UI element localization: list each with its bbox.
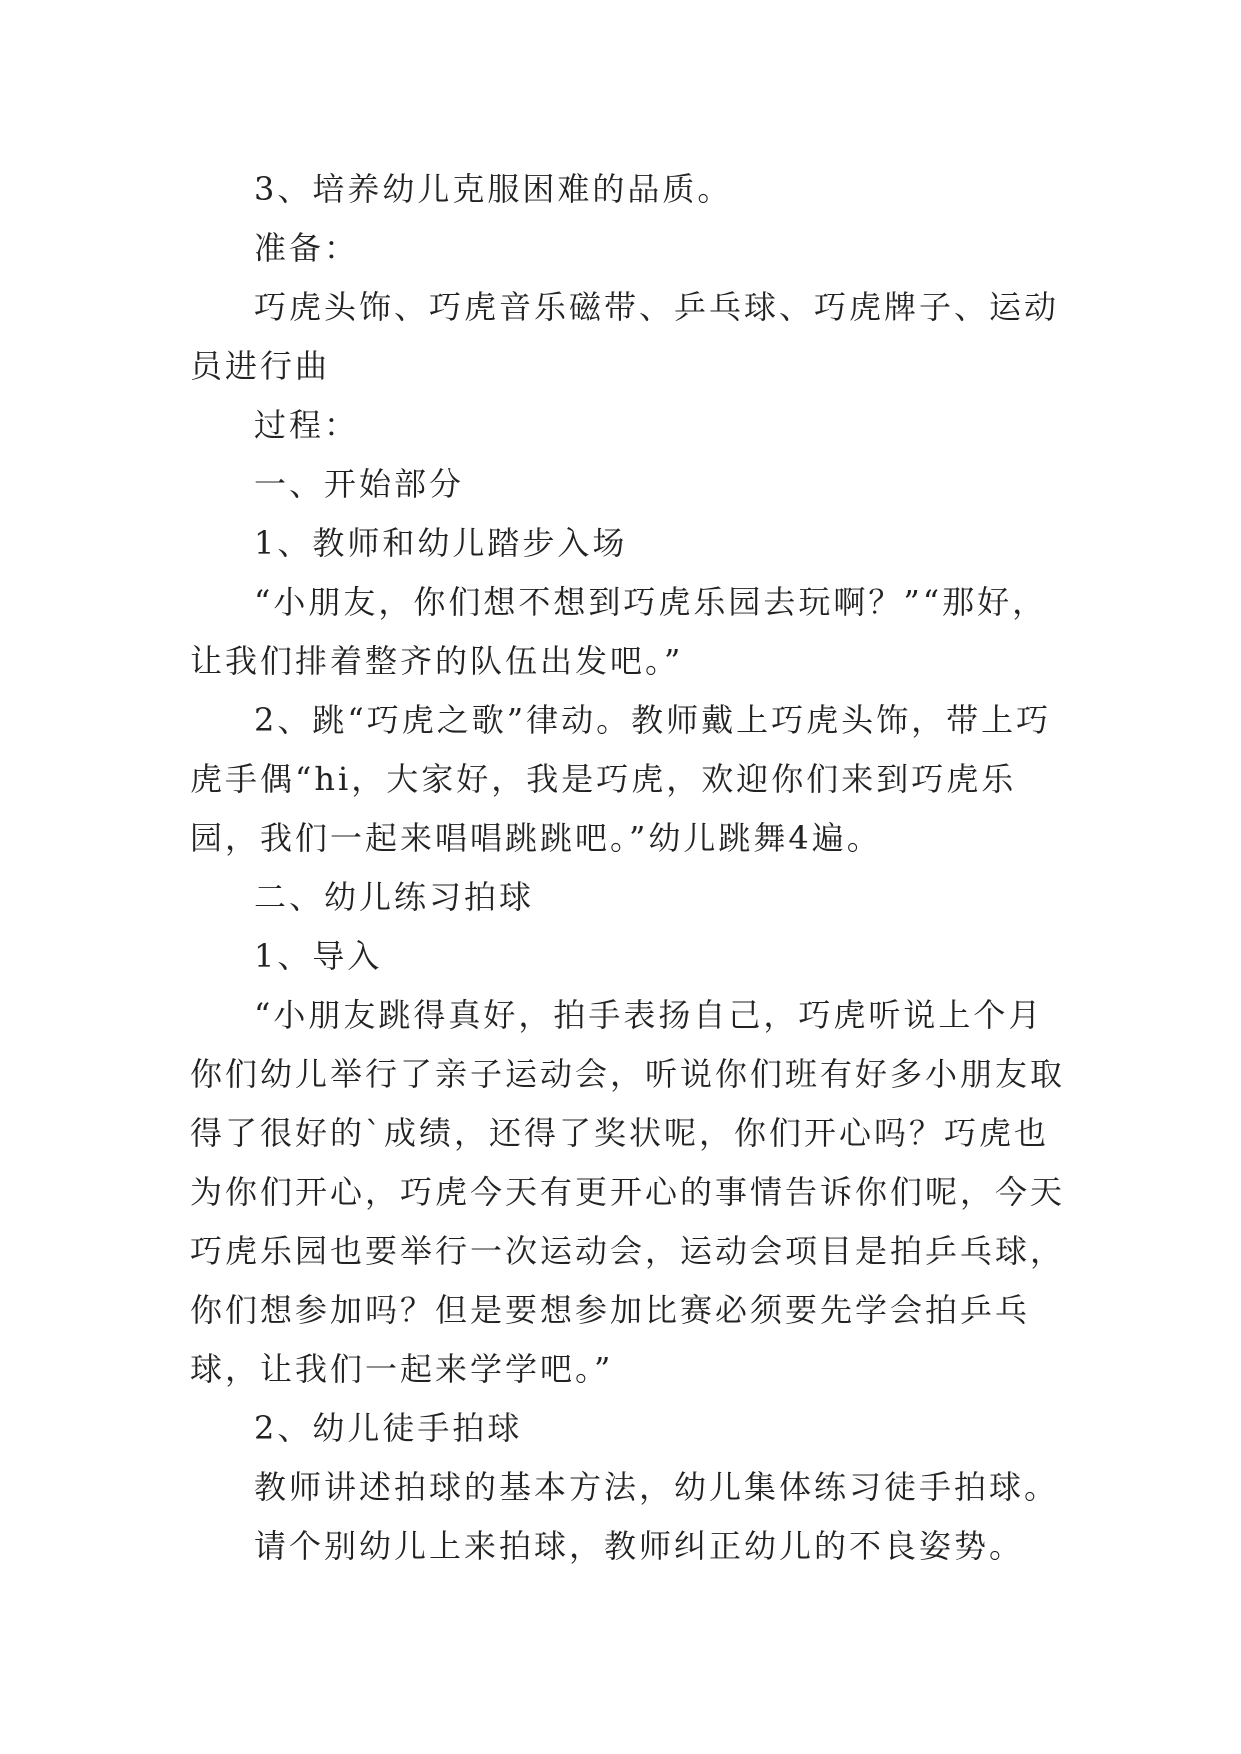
heading-part-two: 二、幼儿练习拍球: [254, 878, 535, 916]
document-body: [190, 160, 1070, 1576]
paragraph-dialogue-1: “小朋友，你们想不想到巧虎乐园去玩啊？”“那好，让我们排着整齐的队伍出发吧。”: [190, 583, 1048, 680]
paragraph-step-1-1: 1、教师和幼儿踏步入场: [254, 524, 628, 562]
paragraph-step-2-1: 1、导入: [254, 937, 383, 975]
paragraph-method: 教师讲述拍球的基本方法，幼儿集体练习徒手拍球。: [254, 1468, 1060, 1506]
paragraph-goal-3: 3、培养幼儿克服困难的品质。: [254, 170, 733, 208]
paragraph-step-1-2: 2、跳“巧虎之歌”律动。教师戴上巧虎头饰，带上巧虎手偶“hi，大家好，我是巧虎，欢迎你们来到巧虎乐园，我们一起来唱唱跳跳吧。”幼儿跳舞4遍。: [190, 701, 1052, 857]
paragraph-correction: 请个别幼儿上来拍球，教师纠正幼儿的不良姿势。: [254, 1527, 1025, 1565]
paragraph-dialogue-2: “小朋友跳得真好，拍手表扬自己，巧虎听说上个月你们幼儿举行了亲子运动会，听说你们班有好多小朋友取得了很好的`成绩，还得了奖状呢，你们开心吗？巧虎也为你们开心，巧虎今天有更开心的事情告诉你们呢，今天巧虎乐园也要举行一次运动会，运动会项目是拍乒乓球，你们想参加吗？但是要想参加比赛必须要先学会拍乒乓球，让我们一起来学学吧。”: [190, 996, 1066, 1388]
heading-process: 过程：: [254, 406, 360, 444]
heading-preparation: 准备：: [254, 229, 360, 267]
paragraph-materials: 巧虎头饰、巧虎音乐磁带、乒乓球、巧虎牌子、运动员进行曲: [190, 288, 1060, 385]
paragraph-step-2-2: 2、幼儿徒手拍球: [254, 1409, 523, 1447]
heading-part-one: 一、开始部分: [254, 465, 465, 503]
